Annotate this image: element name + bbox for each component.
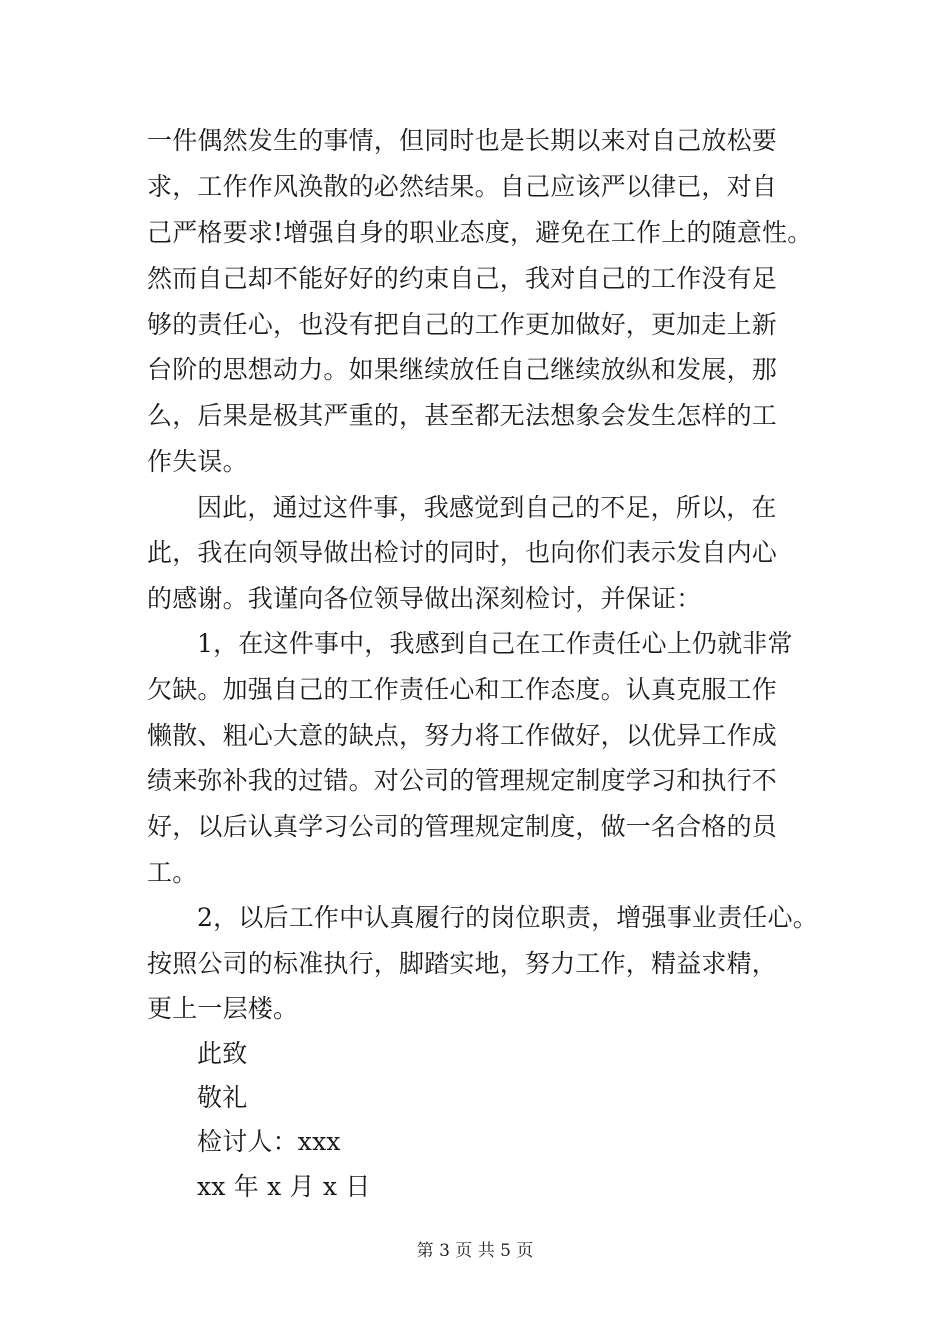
body-line: 么，后果是极其严重的，甚至都无法想象会发生怎样的工 (147, 401, 778, 430)
list-item-1-line: 1，在这件事中，我感到自己在工作责任心上仍就非常 (197, 629, 793, 658)
body-line: 作失误。 (147, 447, 248, 476)
body-line: 按照公司的标准执行，脚踏实地，努力工作，精益求精， (147, 949, 778, 978)
body-line: 求，工作作风涣散的必然结果。自己应该严以律已，对自 (147, 172, 778, 201)
page-number-footer: 第 3 页 共 5 页 (416, 1241, 534, 1261)
body-line: 台阶的思想动力。如果继续放任自己继续放纵和发展，那 (147, 355, 778, 384)
body-line: 懒散、粗心大意的缺点，努力将工作做好，以优异工作成 (147, 721, 778, 750)
date-line: xx 年 x 月 x 日 (197, 1172, 371, 1201)
body-line: 一件偶然发生的事情，但同时也是长期以来对自己放松要 (147, 126, 778, 155)
body-line: 欠缺。加强自己的工作责任心和工作态度。认真克服工作 (147, 675, 778, 704)
body-line: 更上一层楼。 (147, 994, 299, 1023)
body-line: 好，以后认真学习公司的管理规定制度，做一名合格的员 (147, 812, 778, 841)
body-line: 此，我在向领导做出检讨的同时，也向你们表示发自内心 (147, 538, 778, 567)
body-line: 绩来弥补我的过错。对公司的管理规定制度学习和执行不 (147, 766, 778, 795)
closing-salutation: 此致 (197, 1039, 248, 1068)
body-line: 己严格要求!增强自身的职业态度，避免在工作上的随意性。 (147, 218, 813, 247)
body-line: 够的责任心，也没有把自己的工作更加做好，更加走上新 (147, 310, 778, 339)
body-line: 然而自己却不能好好的约束自己，我对自己的工作没有足 (147, 264, 778, 293)
signature-line: 检讨人：xxx (197, 1127, 341, 1156)
list-item-2-line: 2，以后工作中认真履行的岗位职责，增强事业责任心。 (197, 903, 818, 932)
body-line: 工。 (147, 858, 198, 887)
closing-regards: 敬礼 (197, 1083, 248, 1112)
paragraph-start-line: 因此，通过这件事，我感觉到自己的不足，所以，在 (197, 493, 777, 522)
body-line: 的感谢。我谨向各位领导做出深刻检讨，并保证： (147, 584, 702, 613)
